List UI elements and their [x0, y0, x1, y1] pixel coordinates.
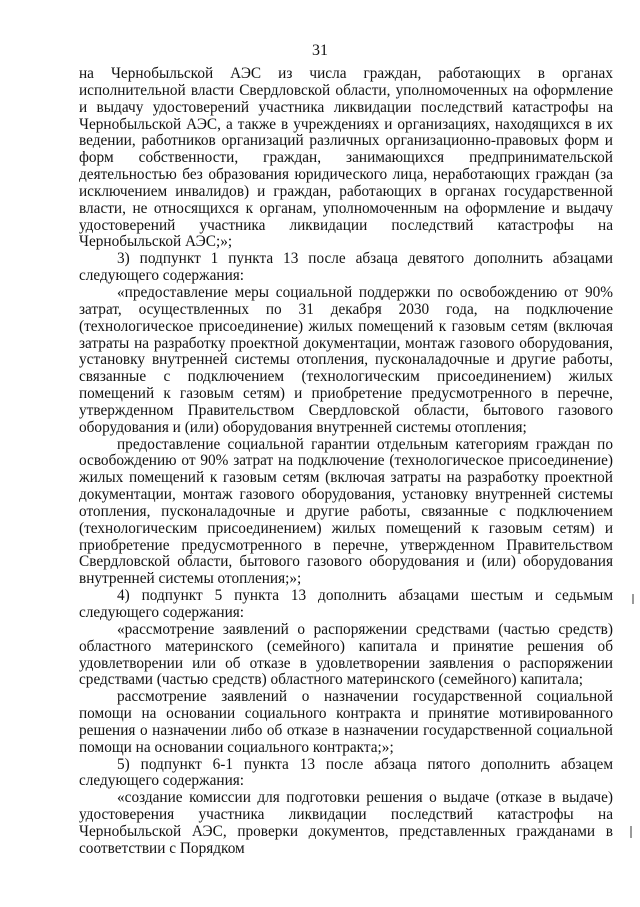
- paragraph-item-3: 3) подпункт 1 пункта 13 после абзаца девятого дополнить абзацами следующего содержания:: [79, 250, 613, 285]
- page-number: 31: [312, 42, 328, 59]
- paragraph-social-contract: рассмотрение заявлений о назначении государственной социальной помощи на основании социального контракта и принятие мотивированного решения о назначении либо об отказе в назначении государственной социальной помощи на основании социального контракта;»;: [79, 688, 613, 756]
- paragraph-quote-gas-support: «предоставление меры социальной поддержки по освобождению от 90% затрат, осуществленных по 31 декабря 2030 года, на подключение (технологическое присоединение) жилых помещений к газовым сетям (включая затраты на разработку проектной документации, монтаж газового оборудования, установку внутренней системы отопления, пусконаладочные и другие работы, связанные с подключением (технологическим присоединением) жилых помещений к газовым сетям) и приобретение предусмотренного в перечне, утвержденном Правительством Свердловской области, бытового газового оборудования и (или) оборудования внутренней системы отопления;: [79, 283, 613, 436]
- paragraph-social-guarantee: предоставление социальной гарантии отдельным категориям граждан по освобождению от 90% затрат на подключение (технологическое присоединение) жилых помещений к газовым сетям (включая затраты на разработку проектной документации, монтаж газового оборудования, установку внутренней системы отопления, пусконаладочные и другие работы, связанные с подключением (технологическим присоединением) жилых помещений к газовым сетям) и приобретение предусмотренного в перечне, утвержденном Правительством Свердловской области, бытового газового оборудования и (или) оборудования внутренней системы отопления;»;: [79, 435, 613, 588]
- paragraph-item-5: 5) подпункт 6-1 пункта 13 после абзаца пятого дополнить абзацем следующего содержания:: [79, 755, 613, 790]
- paragraph-quote-commission: «создание комиссии для подготовки решения о выдаче (отказе в выдаче) удостоверения участника ликвидации последствий катастрофы на Чернобыльской АЭС, проверки документов, представленных гражданами в соответствии с Порядком: [79, 789, 613, 857]
- paragraph-item-4: 4) подпункт 5 пункта 13 дополнить абзацами шестым и седьмым следующего содержания:: [79, 587, 613, 621]
- paragraph-continuation: на Чернобыльской АЭС из числа граждан, работающих в органах исполнительной власти Свердловской области, уполномоченных на оформление и выдачу удостоверений участника ликвидации последствий катастрофы на Чернобыльской АЭС, а также в учреждениях и организациях, находящихся в их ведении, работников организаций различных организационно-правовых форм и форм собственности, граждан, занимающихся предпринимательской деятельностью без образования юридического лица, неработающих граждан (за исключением инвалидов) и граждан, работающих в органах государственной власти, не относящихся к органам, уполномоченным на оформление и выдачу удостоверений участника ликвидации последствий катастрофы на Чернобыльской АЭС;»;: [79, 65, 613, 251]
- paragraph-quote-maternal-capital: «рассмотрение заявлений о распоряжении средствами (частью средств) областного материнского (семейного) капитала и принятие решения об удовлетворении или об отказе в удовлетворении заявления о распоряжении средствами (частью средств) областного материнского (семейного) капитала;: [79, 620, 613, 689]
- document-body: [79, 66, 613, 858]
- scan-margin-mark-upper: [632, 594, 634, 604]
- scan-margin-mark-lower: [630, 826, 632, 838]
